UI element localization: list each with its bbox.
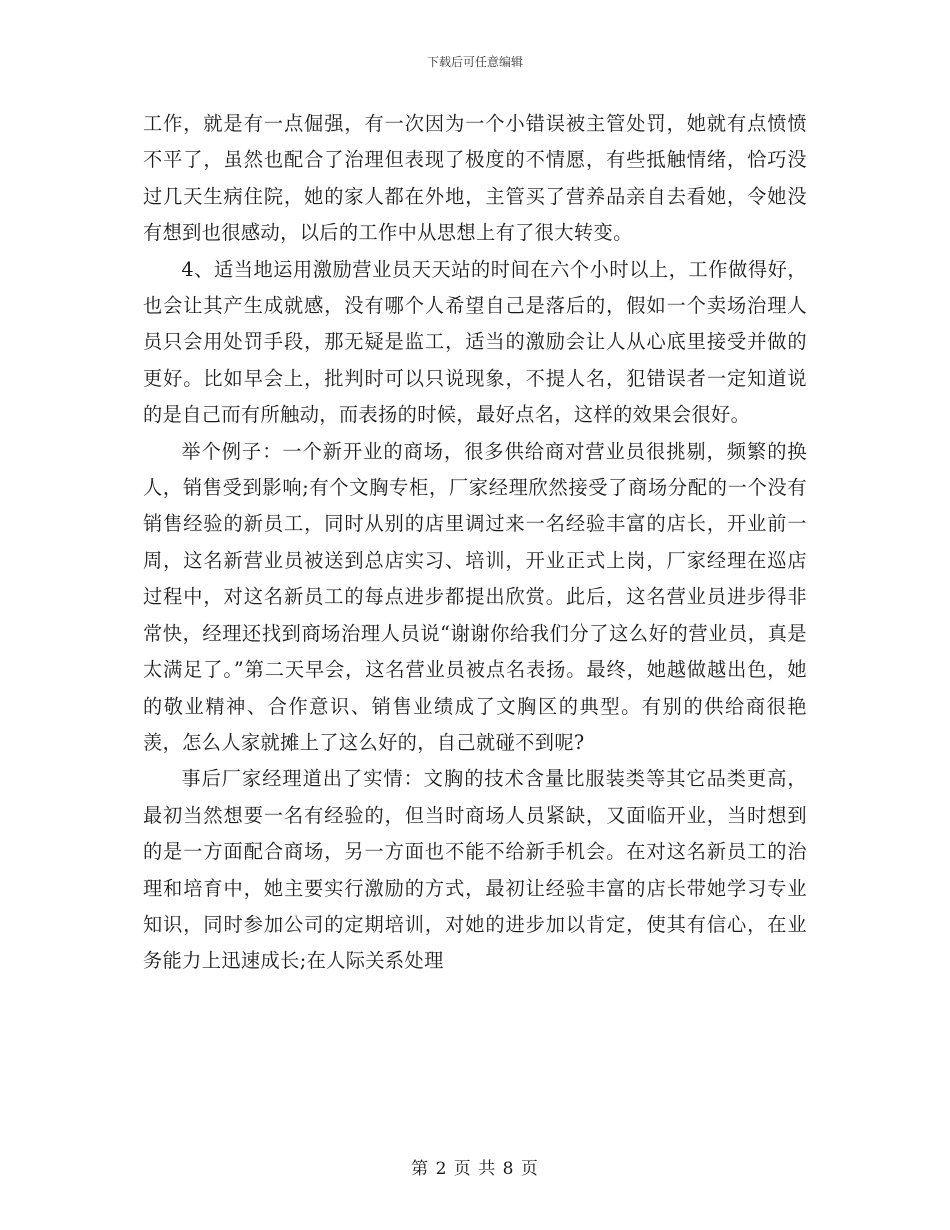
paragraph-4: 事后厂家经理道出了实情：文胸的技术含量比服装类等其它品类更高，最初当然想要一名有经验的，但当时商场人员紧缺，又面临开业，当时想到的是一方面配合商场，另一方面也不能不给新手机会。在对这名新员工的治理和培育中，她主要实行激励的方式，最初让经验丰富的店长带她学习专业知识，同时参加公司的定期培训，对她的进步加以肯定，使其有信心，在业务能力上迅速成长;在人际关系处理	[143, 767, 807, 973]
document-body	[143, 106, 807, 980]
paragraph-2: 4、适当地运用激励营业员天天站的时间在六个小时以上，工作做得好，也会让其产生成就感，没有哪个人希望自己是落后的，假如一个卖场治理人员只会用处罚手段，那无疑是监工，适当的激励会让人从心底里接受并做的更好。比如早会上，批判时可以只说现象，不提人名，犯错误者一定知道说的是自己而有所触动，而表扬的时候，最好点名，这样的效果会很好。	[143, 257, 807, 427]
paragraph-3: 举个例子：一个新开业的商场，很多供给商对营业员很挑剔，频繁的换人，销售受到影响;有个文胸专柜，厂家经理欣然接受了商场分配的一个没有销售经验的新员工，同时从别的店里调过来一名经验丰富的店长，开业前一周，这名新营业员被送到总店实习、培训，开业正式上岗，厂家经理在巡店过程中，对这名新员工的每点进步都提出欣赏。此后，这名营业员进步得非常快，经理还找到商场治理人员说“谢谢你给我们分了这么好的营业员，真是太满足了。”第二天早会，这名营业员被点名表扬。最终，她越做越出色，她的敬业精神、合作意识、销售业绩成了文胸区的典型。有别的供给商很艳羡，怎么人家就摊上了这么好的，自己就碰不到呢?	[143, 439, 807, 754]
paragraph-1: 工作，就是有一点倔强，有一次因为一个小错误被主管处罚，她就有点愤愤不平了，虽然也配合了治理但表现了极度的不情愿，有些抵触情绪，恰巧没过几天生病住院，她的家人都在外地，主管买了营养品亲自去看她，令她没有想到也很感动，以后的工作中从思想上有了很大转变。	[143, 112, 807, 245]
page-number: 第 2 页 共 8 页	[411, 1159, 539, 1179]
page-header: 下载后可任意编辑	[426, 55, 523, 69]
